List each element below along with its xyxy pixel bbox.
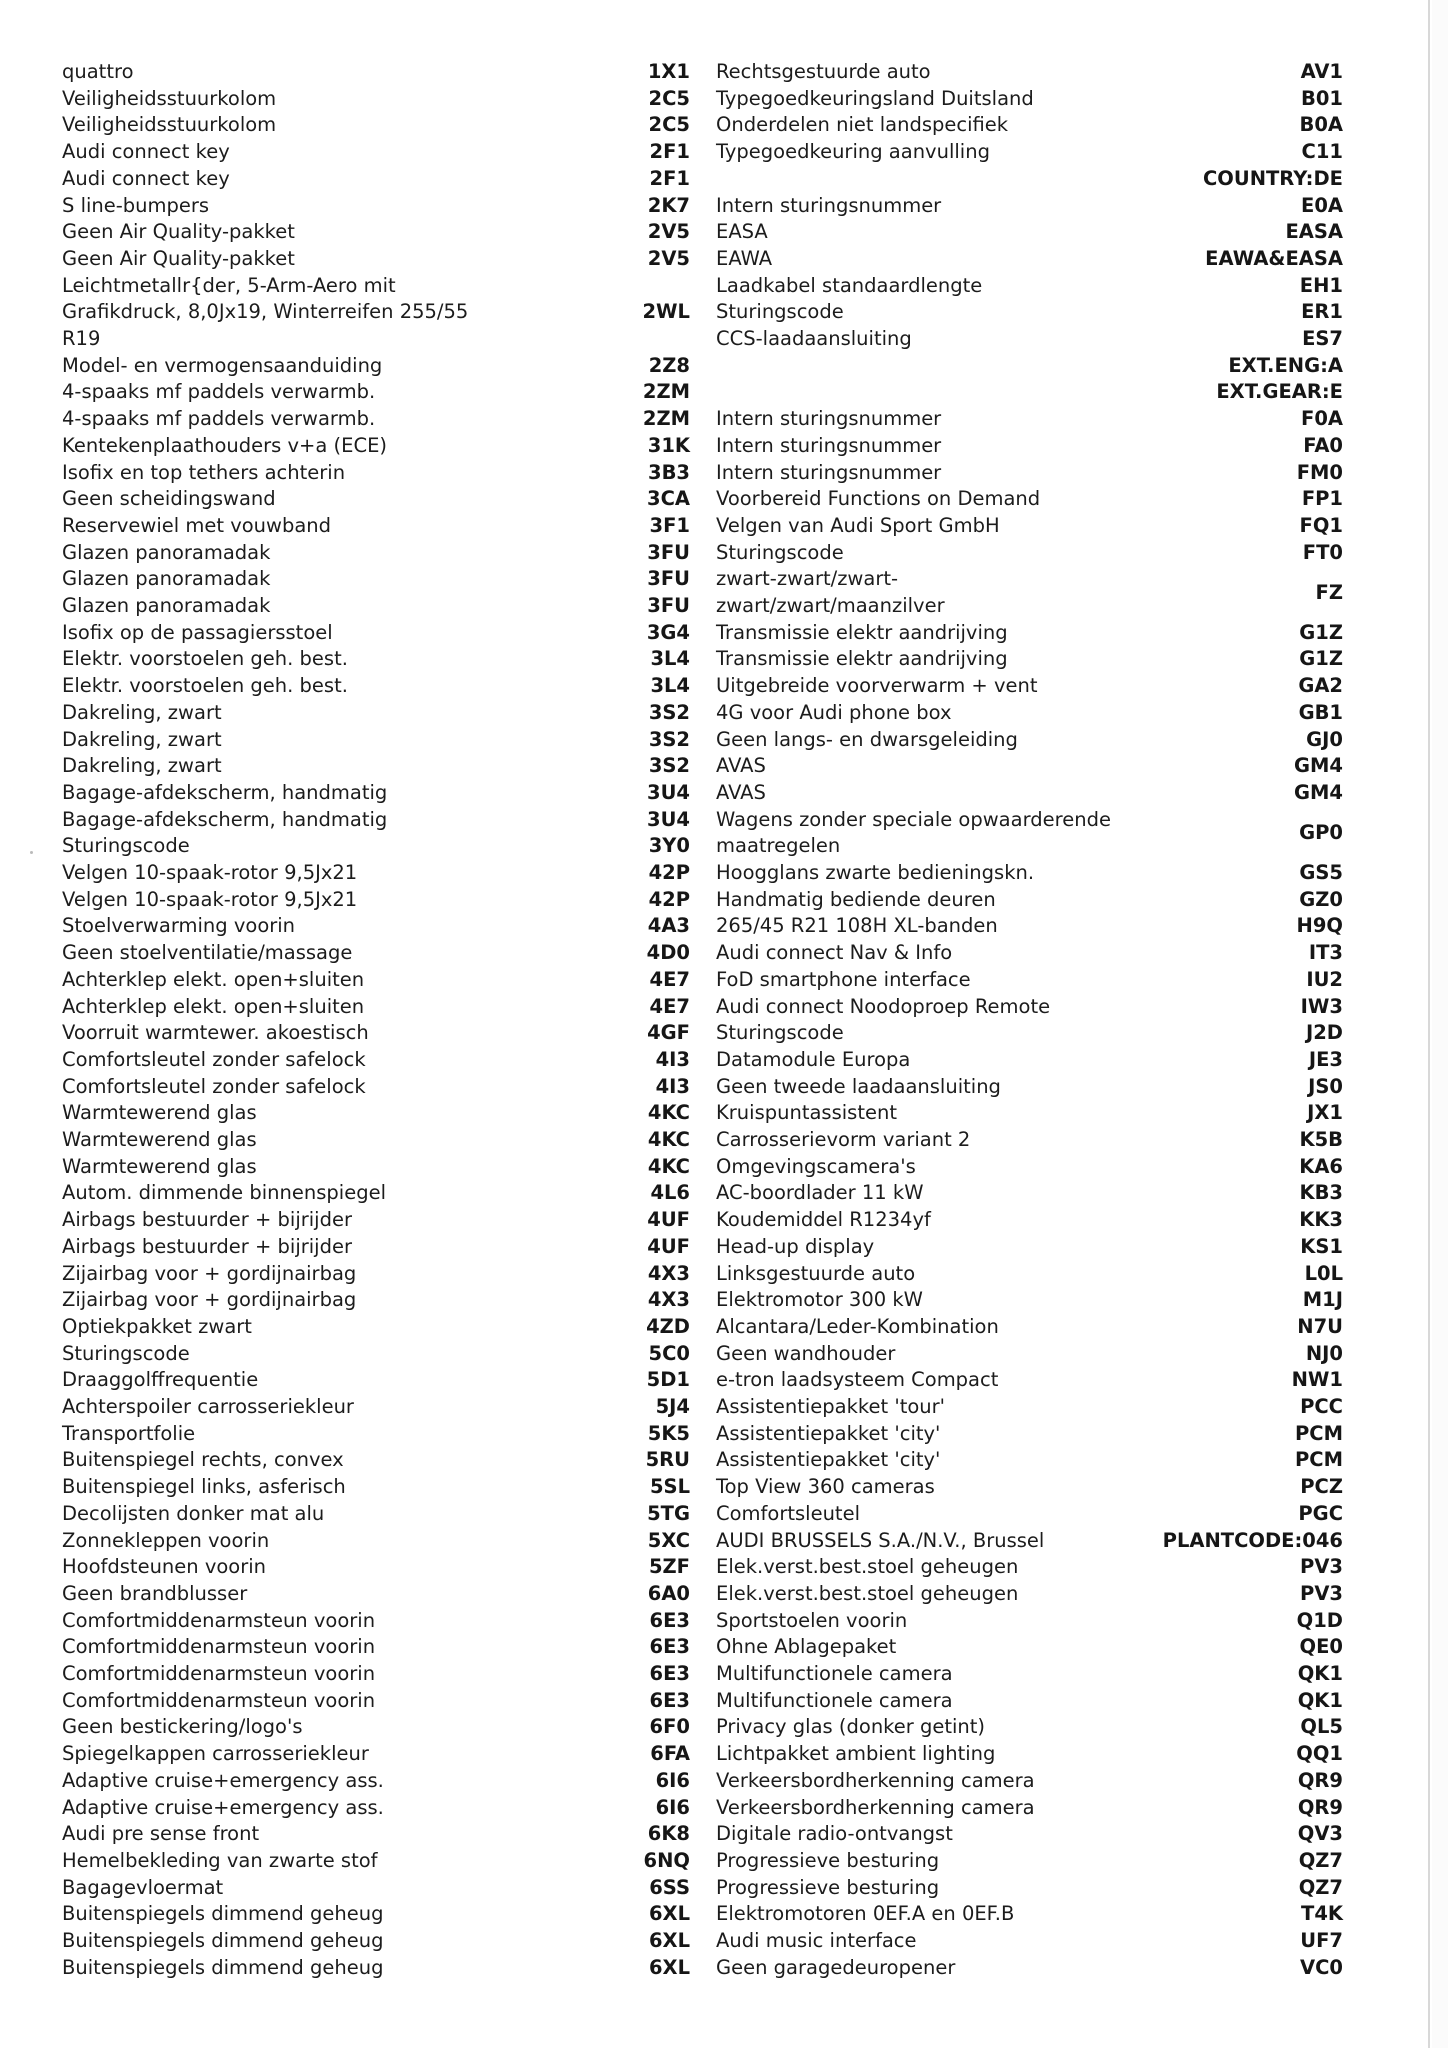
option-description: Velgen 10-spaak-rotor 9,5Jx21 [62,861,358,884]
option-code: K5B [1299,1128,1343,1151]
option-description: 265/45 R21 108H XL-banden [716,914,998,938]
scan-speck [30,851,33,854]
option-description: Bagagevloermat [62,1875,224,1899]
option-code: GM4 [1294,754,1343,778]
option-code: PV3 [1300,1555,1343,1579]
option-description: Comfortmiddenarmsteun voorin [62,1688,376,1712]
option-code: 6K8 [647,1822,690,1846]
option-description: Autom. dimmende binnenspiegel [62,1181,386,1205]
option-description: Adaptive cruise+emergency ass. [62,1768,384,1792]
option-description: Sturingscode [62,1341,190,1365]
option-description: Typegoedkeuring aanvulling [716,140,990,164]
option-description: Adaptive cruise+emergency ass. [62,1795,384,1819]
option-code: 4A3 [647,914,690,938]
option-code: QL5 [1300,1715,1343,1739]
option-code: 4D0 [646,941,690,965]
option-description: Carrosserievorm variant 2 [716,1128,971,1151]
option-code: PGC [1298,1501,1343,1525]
option-code: IT3 [1308,941,1343,965]
option-code: N7U [1297,1314,1343,1338]
option-code: EXT.ENG:A [1228,353,1343,377]
option-description: Sturingscode [716,540,844,564]
option-code: QK1 [1297,1688,1343,1712]
option-description: Multifunctionele camera [716,1688,953,1712]
option-description: Verkeersbordherkenning camera [716,1768,1035,1792]
option-description: Audi pre sense front [62,1822,260,1846]
option-code: 3L4 [650,647,690,671]
option-description: AC-boordlader 11 kW [716,1181,924,1205]
option-code: 2V5 [647,220,690,244]
option-description: Veiligheidsstuurkolom [62,113,277,137]
option-code: PV3 [1300,1581,1343,1605]
option-description: Top View 360 cameras [716,1475,935,1499]
option-description: Geen garagedeuropener [716,1955,956,1979]
option-code: 2V5 [647,246,690,270]
option-code: 4KC [647,1154,690,1178]
option-description: Audi music interface [716,1929,917,1952]
option-code: E0A [1301,193,1343,217]
option-code: 3S2 [648,700,690,724]
option-description: Stoelverwarming voorin [62,914,296,938]
option-code: KB3 [1299,1181,1343,1205]
option-description: Voorbereid Functions on Demand [716,487,1041,511]
option-description: Geen bestickering/logo's [62,1715,303,1739]
option-description: Omgevingscamera's [716,1154,916,1178]
option-description: Achterspoiler carrosseriekleur [62,1395,354,1418]
option-description: Progressieve besturing [716,1875,940,1899]
option-code: 5ZF [648,1555,690,1579]
option-code: 3FU [647,594,690,617]
option-code: ES7 [1302,327,1343,350]
option-code: 1X1 [647,60,690,83]
option-code: 3CA [647,487,690,511]
option-description: Optiekpakket zwart [62,1314,252,1338]
option-description: Transmissie elektr aandrijving [716,620,1008,644]
option-code: 3Y0 [648,834,690,858]
option-description: Model- en vermogensaanduiding [62,353,383,377]
option-description: Assistentiepakket 'city' [716,1421,941,1445]
option-description: Buitenspiegel links, asferisch [62,1475,346,1499]
option-description: Geen Air Quality-pakket [62,246,295,270]
option-description: Glazen panoramadak [62,540,271,564]
option-code: GJ0 [1306,727,1343,751]
option-code: KK3 [1299,1208,1343,1232]
option-description: Comfortsleutel [716,1501,860,1525]
option-code: 6NQ [643,1848,690,1872]
option-code: T4K [1301,1902,1343,1926]
option-code: FQ1 [1299,513,1343,537]
option-description-continued: maatregelen [716,834,841,858]
option-code: GM4 [1294,780,1343,804]
option-description: AUDI BRUSSELS S.A./N.V., Brussel [716,1528,1045,1552]
option-description: Achterklep elekt. open+sluiten [62,994,365,1018]
option-code: Q1D [1296,1608,1343,1632]
option-code: M1J [1302,1288,1343,1312]
option-code: 2ZM [642,380,690,404]
option-description: Elektromotor 300 kW [716,1288,923,1312]
option-description: CCS-laadaansluiting [716,327,912,350]
option-code: H9Q [1296,914,1343,938]
option-code: 4GF [647,1021,690,1045]
option-description: Voorruit warmtewer. akoestisch [62,1021,369,1045]
option-code: 4KC [647,1128,690,1151]
option-description: Koudemiddel R1234yf [716,1208,931,1232]
option-description: Bagage-afdekscherm, handmatig [62,780,388,804]
option-description: Wagens zonder speciale opwaarderende [716,807,1111,831]
option-code: 2ZM [642,407,690,431]
option-code: 6I6 [655,1768,690,1792]
option-description: Comfortmiddenarmsteun voorin [62,1635,376,1659]
option-code: NJ0 [1305,1341,1343,1365]
option-code: 2K7 [647,193,690,217]
option-code: QZ7 [1298,1875,1343,1899]
scan-edge-line [1428,0,1430,2048]
option-description: Warmtewerend glas [62,1101,257,1125]
option-description: AVAS [716,754,766,778]
option-description: Transmissie elektr aandrijving [716,647,1008,671]
option-description: Glazen panoramadak [62,594,271,617]
option-description: Sturingscode [716,300,844,324]
option-code: B0A [1299,113,1343,137]
option-code: ER1 [1301,300,1343,324]
option-code: 2C5 [648,113,690,137]
option-description: Elektromotoren 0EF.A en 0EF.B [716,1902,1015,1926]
option-code: JX1 [1307,1101,1343,1125]
option-code: 3FU [647,540,690,564]
option-description: Grafikdruck, 8,0Jx19, Winterreifen 255/55 [62,300,469,324]
option-description: Buitenspiegel rechts, convex [62,1448,344,1472]
option-description: EASA [716,220,768,244]
option-description: Elektr. voorstoelen geh. best. [62,674,348,698]
option-code: 4UF [647,1234,690,1258]
option-description: Spiegelkappen carrosseriekleur [62,1742,369,1766]
option-code: 3FU [647,567,690,591]
option-code: PLANTCODE:046 [1162,1528,1343,1552]
option-description: Digitale radio-ontvangst [716,1822,953,1846]
option-code: GB1 [1298,700,1343,724]
option-code: FT0 [1302,540,1343,564]
option-code: PCM [1294,1448,1343,1472]
option-code: G1Z [1299,647,1343,671]
option-description: Geen stoelventilatie/massage [62,941,353,965]
option-code: 4KC [647,1101,690,1125]
option-code: 5J4 [655,1395,690,1418]
option-description: Reservewiel met vouwband [62,513,332,537]
option-code: NW1 [1291,1368,1343,1392]
option-description: Zijairbag voor + gordijnairbag [62,1288,357,1312]
option-description: R19 [62,327,101,350]
option-code: 2Z8 [648,353,690,377]
option-code: 2WL [642,300,690,324]
option-description: Comfortsleutel zonder safelock [62,1074,366,1098]
option-code: 5TG [647,1501,690,1525]
option-code: IU2 [1306,967,1343,991]
option-code: 6A0 [647,1581,690,1605]
option-description: Sportstoelen voorin [716,1608,908,1632]
option-code: QE0 [1299,1635,1343,1659]
option-description: Audi connect Nav & Info [716,941,953,965]
option-description: Hemelbekleding van zwarte stof [62,1848,378,1872]
option-code: QK1 [1297,1662,1343,1685]
option-code: 6XL [648,1902,690,1926]
option-description: Buitenspiegels dimmend geheug [62,1902,384,1926]
option-description: 4-spaaks mf paddels verwarmb. [62,380,376,404]
option-description: Sturingscode [62,834,190,858]
option-description: Alcantara/Leder-Kombination [716,1314,999,1338]
option-code: 42P [648,861,690,884]
option-description: Privacy glas (donker getint) [716,1715,986,1739]
option-code: EASA [1285,220,1343,244]
option-code: 2C5 [648,86,690,110]
option-code: IW3 [1300,994,1343,1018]
option-description: Comfortsleutel zonder safelock [62,1047,366,1071]
option-code: 5D1 [646,1368,690,1392]
option-code: UF7 [1300,1929,1343,1952]
option-description: Ohne Ablagepaket [716,1635,897,1659]
option-description: Warmtewerend glas [62,1154,257,1178]
option-code: 5SL [649,1475,690,1499]
option-code: 6F0 [649,1715,690,1739]
option-code: 4I3 [655,1074,690,1098]
option-description-continued: zwart/zwart/maanzilver [716,594,945,617]
option-code: 3G4 [646,620,690,644]
option-code: 4L6 [650,1181,690,1205]
option-code: 4ZD [646,1314,690,1338]
option-code: FA0 [1303,433,1343,457]
option-description: Isofix en top tethers achterin [62,460,346,484]
option-code: FP1 [1301,487,1343,511]
option-description: Audi connect key [62,166,230,190]
option-description: Hoofdsteunen voorin [62,1555,267,1579]
option-description: Lichtpakket ambient lighting [716,1742,996,1766]
option-code: 6XL [648,1929,690,1952]
option-description: Intern sturingsnummer [716,433,942,457]
option-code: VC0 [1300,1955,1343,1979]
option-description: Transportfolie [62,1421,196,1445]
option-code: EAWA&EASA [1205,246,1343,270]
option-description: Audi connect Noodoproep Remote [716,994,1051,1018]
option-description: Rechtsgestuurde auto [716,60,931,83]
option-description: Elek.verst.best.stoel geheugen [716,1581,1019,1605]
option-description: Warmtewerend glas [62,1128,257,1151]
option-description: Hoogglans zwarte bedieningskn. [716,861,1035,884]
option-code: 6E3 [649,1635,690,1659]
option-description: Geen tweede laadaansluiting [716,1074,1001,1098]
option-code: 3L4 [650,674,690,698]
option-code: 3S2 [648,727,690,751]
option-code: 42P [648,887,690,911]
option-description: Isofix op de passagiersstoel [62,620,333,644]
option-code: PCZ [1300,1475,1343,1499]
option-code: 5K5 [647,1421,690,1445]
option-description: Assistentiepakket 'city' [716,1448,941,1472]
option-description: Kruispuntassistent [716,1101,897,1125]
option-code: 5C0 [648,1341,690,1365]
option-code: 4X3 [647,1288,690,1312]
option-code: PCM [1294,1421,1343,1445]
option-code: QV3 [1297,1822,1343,1846]
option-code: G1Z [1299,620,1343,644]
option-code: FZ [1315,580,1343,604]
option-description: quattro [62,60,134,83]
option-description: Draaggolffrequentie [62,1368,259,1392]
option-description: Comfortmiddenarmsteun voorin [62,1608,376,1632]
option-code: JE3 [1308,1047,1343,1071]
option-description: Buitenspiegels dimmend geheug [62,1929,384,1952]
option-description: Buitenspiegels dimmend geheug [62,1955,384,1979]
option-code: PCC [1300,1395,1343,1418]
option-description: Intern sturingsnummer [716,460,942,484]
option-description: Intern sturingsnummer [716,407,942,431]
option-code: 2F1 [649,166,690,190]
option-code: F0A [1301,407,1343,431]
option-description: Achterklep elekt. open+sluiten [62,967,365,991]
option-code: QR9 [1297,1768,1343,1792]
option-code: KS1 [1300,1234,1343,1258]
option-description: Bagage-afdekscherm, handmatig [62,807,388,831]
option-code: 3S2 [648,754,690,778]
option-code: 3U4 [647,780,690,804]
option-code: COUNTRY:DE [1202,166,1343,190]
option-description: Glazen panoramadak [62,567,271,591]
option-code: 6E3 [649,1688,690,1712]
scan-margin [1432,0,1448,2048]
option-description: Comfortmiddenarmsteun voorin [62,1662,376,1685]
option-description: Airbags bestuurder + bijrijder [62,1208,352,1232]
option-description: Assistentiepakket 'tour' [716,1395,946,1418]
option-description: Kentekenplaathouders v+a (ECE) [62,433,388,457]
option-code: L0L [1304,1261,1343,1285]
option-description: Geen brandblusser [62,1581,248,1605]
option-code: GS5 [1299,861,1343,884]
option-description: Elek.verst.best.stoel geheugen [716,1555,1019,1579]
option-code: 6SS [649,1875,690,1899]
option-description: Zonnekleppen voorin [62,1528,270,1552]
option-code: 3F1 [649,513,690,537]
option-code: 4X3 [647,1261,690,1285]
option-code: GZ0 [1299,887,1343,911]
option-description: Progressieve besturing [716,1848,940,1872]
option-description: Geen Air Quality-pakket [62,220,295,244]
option-description: S line-bumpers [62,193,210,217]
option-code: 4E7 [649,967,690,991]
option-description: Handmatig bediende deuren [716,887,996,911]
option-code: 6E3 [649,1662,690,1685]
option-description: Dakreling, zwart [62,754,222,778]
option-code: J2D [1305,1021,1343,1045]
option-code: GP0 [1299,820,1343,844]
option-code: 3B3 [648,460,690,484]
option-description: Elektr. voorstoelen geh. best. [62,647,348,671]
option-description: Verkeersbordherkenning camera [716,1795,1035,1819]
option-description: Zijairbag voor + gordijnairbag [62,1261,357,1285]
option-code: 3U4 [647,807,690,831]
option-description: Velgen van Audi Sport GmbH [716,513,1000,537]
option-description: Onderdelen niet landspecifiek [716,113,1009,137]
option-code: AV1 [1300,60,1343,83]
option-code: 5RU [645,1448,690,1472]
option-code: 5XC [647,1528,690,1552]
option-description: Typegoedkeuringsland Duitsland [716,86,1034,110]
option-description: Veiligheidsstuurkolom [62,86,277,110]
option-description: AVAS [716,780,766,804]
option-description: Geen scheidingswand [62,487,276,511]
option-description: Laadkabel standaardlengte [716,273,983,297]
option-description: EAWA [716,246,773,270]
option-code: 6I6 [655,1795,690,1819]
option-code: B01 [1301,86,1343,110]
option-code: GA2 [1298,674,1343,698]
option-description: Uitgebreide voorverwarm + vent [716,674,1038,698]
option-code: 4I3 [655,1047,690,1071]
option-code: 6FA [650,1742,690,1766]
option-description: Multifunctionele camera [716,1662,953,1685]
option-description: 4G voor Audi phone box [716,700,952,724]
option-description: Linksgestuurde auto [716,1261,916,1285]
option-code: 6XL [648,1955,690,1979]
option-description: Decolijsten donker mat alu [62,1501,325,1525]
option-description: 4-spaaks mf paddels verwarmb. [62,407,376,431]
option-code: 4UF [647,1208,690,1232]
option-description: Head-up display [716,1234,875,1258]
option-description: Intern sturingsnummer [716,193,942,217]
option-code: QQ1 [1296,1742,1343,1766]
option-description: Datamodule Europa [716,1047,911,1071]
option-description: Dakreling, zwart [62,700,222,724]
option-code: KA6 [1299,1154,1343,1178]
option-description: Sturingscode [716,1021,844,1045]
option-code: QZ7 [1298,1848,1343,1872]
option-code: C11 [1301,140,1343,164]
option-description: Airbags bestuurder + bijrijder [62,1234,352,1258]
option-code: 31K [647,433,690,457]
option-description: Audi connect key [62,140,230,164]
option-code: EH1 [1299,273,1343,297]
option-description: FoD smartphone interface [716,967,971,991]
option-description: Geen wandhouder [716,1341,896,1365]
option-code: 2F1 [649,140,690,164]
option-description: Dakreling, zwart [62,727,222,751]
option-description: Leichtmetallr{der, 5-Arm-Aero mit [62,273,396,297]
option-code: 4E7 [649,994,690,1018]
option-code: 6E3 [649,1608,690,1632]
option-description: e-tron laadsysteem Compact [716,1368,999,1392]
option-description: Geen langs- en dwarsgeleiding [716,727,1018,751]
option-description: zwart-zwart/zwart- [716,567,899,591]
option-code: JS0 [1308,1074,1343,1098]
option-description: Velgen 10-spaak-rotor 9,5Jx21 [62,887,358,911]
option-code: EXT.GEAR:E [1216,380,1343,404]
option-code: QR9 [1297,1795,1343,1819]
option-code: FM0 [1296,460,1343,484]
